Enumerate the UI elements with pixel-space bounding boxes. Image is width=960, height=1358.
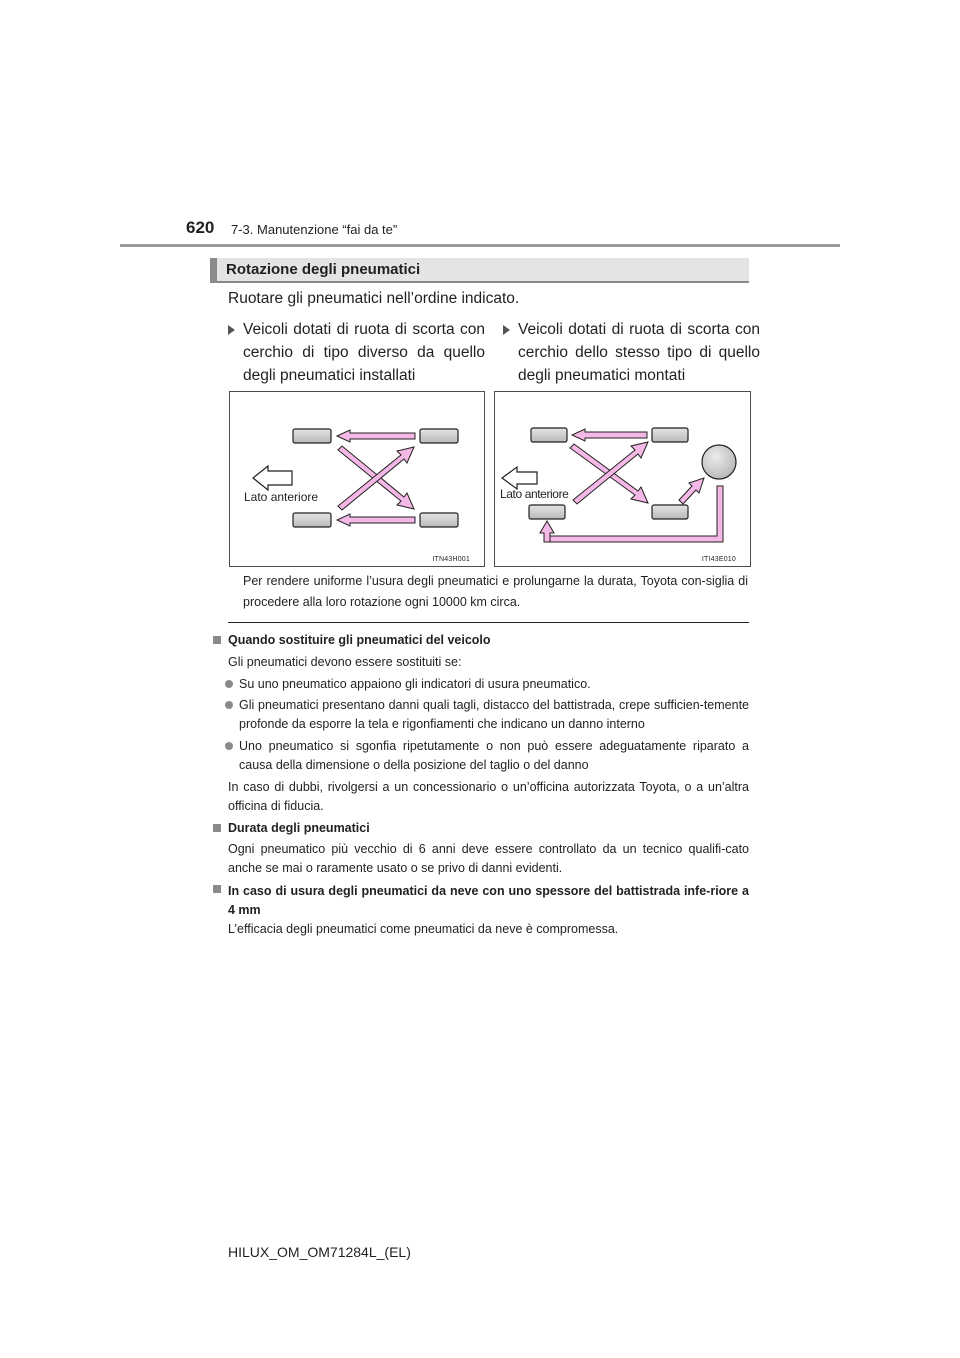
tire-front-right bbox=[529, 505, 565, 519]
round-bullet-icon bbox=[225, 742, 233, 750]
rotation-diagram-svg bbox=[495, 392, 750, 566]
arrow-rear-to-spare bbox=[679, 478, 704, 504]
square-bullet-icon bbox=[213, 885, 221, 893]
note-bullet bbox=[239, 675, 749, 694]
intro-text: Ruotare gli pneumatici nell’ordine indicato. bbox=[228, 290, 520, 307]
column-right bbox=[518, 318, 760, 387]
note-body: Ogni pneumatico più vecchio di 6 anni deve essere controllato da un tecnico qualifi-cato anche se mai o raramente usato o se privo di danni evidenti. bbox=[228, 842, 749, 875]
page-number: 620 bbox=[186, 218, 215, 237]
note-heading-snow bbox=[228, 882, 749, 920]
tire-front-right bbox=[293, 513, 331, 527]
square-bullet-icon bbox=[213, 636, 221, 644]
tire-rear-left bbox=[420, 429, 458, 443]
spare-tire bbox=[702, 445, 736, 479]
tire-rear-left bbox=[652, 428, 688, 442]
column-left bbox=[243, 318, 485, 387]
note-heading-text: Durata degli pneumatici bbox=[228, 821, 370, 835]
section-heading: Rotazione degli pneumatici bbox=[226, 261, 421, 278]
note-heading-text: In caso di usura degli pneumatici da neve con uno spessore del battistrada infe-riore a 4 mm bbox=[228, 884, 749, 917]
column-right-text: Veicoli dotati di ruota di scorta con cerchio dello stesso tipo di quello degli pneumatici montati bbox=[518, 321, 760, 384]
note-bullet-text: Uno pneumatico si sgonfia ripetutamente o non può essere adeguatamente riparato a causa della dimensione o della posizione del taglio o del danno bbox=[239, 739, 749, 772]
note-intro: Gli pneumatici devono essere sostituiti se: bbox=[228, 655, 462, 669]
rotation-diagram-same-rim bbox=[494, 391, 751, 567]
note-bullet bbox=[239, 737, 749, 775]
arrow-rear-to-front-bottom bbox=[337, 514, 415, 526]
note-heading-text: Quando sostituire gli pneumatici del veicolo bbox=[228, 633, 491, 647]
front-direction-arrow-icon bbox=[253, 466, 292, 490]
note-bullet-text: Gli pneumatici presentano danni quali tagli, distacco del battistrada, crepe sufficien-temente profonde da esporre la tela e rigonfiamenti che indicano un danno interno bbox=[239, 698, 749, 731]
arrow-rear-to-front-top bbox=[572, 429, 647, 441]
triangle-bullet-icon bbox=[503, 325, 510, 335]
figure-code: ITN43H001 bbox=[432, 556, 470, 563]
arrow-rear-to-front-top bbox=[337, 430, 415, 442]
note-heading-replace bbox=[228, 633, 491, 647]
column-left-text: Veicoli dotati di ruota di scorta con cerchio di tipo diverso da quello degli pneumatici installati bbox=[243, 321, 485, 384]
footer-doc-code: HILUX_OM_OM71284L_(EL) bbox=[228, 1244, 411, 1260]
triangle-bullet-icon bbox=[228, 325, 235, 335]
tire-rear-right bbox=[420, 513, 458, 527]
note-bullet-text: Su uno pneumatico appaiono gli indicatori di usura pneumatico. bbox=[239, 677, 591, 691]
section-heading-bar bbox=[210, 258, 217, 283]
tire-rear-right bbox=[652, 505, 688, 519]
tire-front-left bbox=[531, 428, 567, 442]
front-side-label: Lato anteriore bbox=[244, 490, 319, 504]
note-body: L’efficacia degli pneumatici come pneumatici da neve è compromessa. bbox=[228, 922, 619, 936]
section-title-header: 7-3. Manutenzione “fai da te” bbox=[231, 222, 398, 237]
note-bullet bbox=[239, 696, 749, 734]
tire-front-left bbox=[293, 429, 331, 443]
note-outro: In caso di dubbi, rivolgersi a un concessionario o un’officina autorizzata Toyota, o a un’altra officina di fiducia. bbox=[228, 780, 749, 813]
figure-caption: Per rendere uniforme l’usura degli pneumatici e prolungarne la durata, Toyota con-siglia di procedere alla loro rotazione ogni 10000 km circa. bbox=[243, 574, 748, 609]
note-heading-lifespan bbox=[228, 821, 370, 835]
square-bullet-icon bbox=[213, 824, 221, 832]
round-bullet-icon bbox=[225, 701, 233, 709]
header-rule bbox=[120, 244, 840, 247]
section-heading-box bbox=[210, 258, 749, 283]
rotation-diagram-svg bbox=[230, 392, 484, 566]
divider-rule bbox=[228, 622, 749, 623]
rotation-diagram-different-rim bbox=[229, 391, 485, 567]
front-side-label: Lato anteriore bbox=[500, 487, 569, 501]
round-bullet-icon bbox=[225, 680, 233, 688]
front-direction-arrow-icon bbox=[502, 467, 537, 489]
figure-code: ITI43E010 bbox=[701, 556, 736, 563]
